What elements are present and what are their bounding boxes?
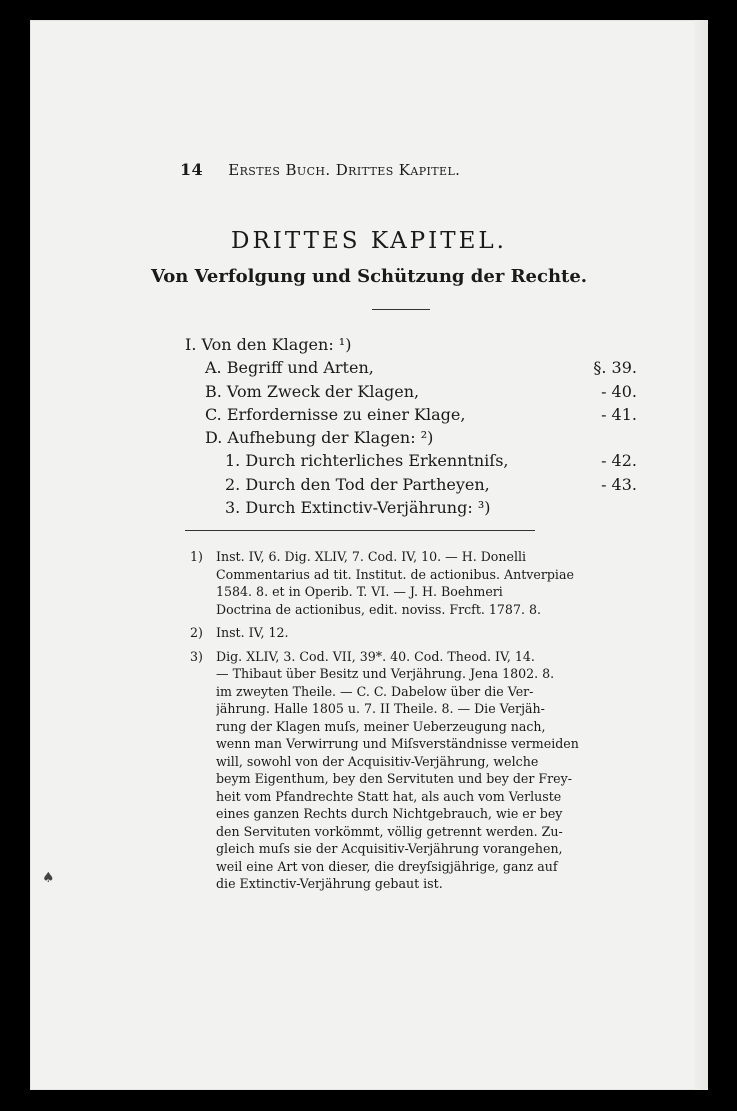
running-title: Erstes Buch. Drittes Kapitel. (228, 161, 461, 179)
toc-entry-label: 3. Durch Extinctiv-Verjährung: ³) (225, 498, 491, 518)
footnotes (190, 548, 638, 899)
footnote-line: gleich muſs sie der Acquisitiv-Verjährung vorangehen, (216, 841, 563, 856)
footnote-line: Inst. IV, 6. Dig. XLIV, 7. Cod. IV, 10. — H. Donelli (216, 549, 527, 564)
footnote (190, 548, 638, 618)
toc-entry (185, 449, 637, 472)
footnote-line: eines ganzen Rechts durch Nichtgebrauch, wie er bey (216, 806, 563, 821)
footnote-line: heit vom Pfandrechte Statt hat, als auch vom Verluste (216, 788, 562, 804)
footnote-line: Dig. XLIV, 3. Cod. VII, 39*. 40. Cod. Theod. IV, 14. (216, 648, 535, 664)
footnote-line: 1584. 8. et in Operib. T. VI. — J. H. Boehmeri (216, 584, 503, 599)
footnote-line: jährung. Halle 1805 u. 7. II Theile. 8. — Die Verjäh- (216, 701, 545, 716)
footnote-line: — Thibaut über Besitz und Verjährung. Jena 1802. 8. (216, 666, 555, 681)
footnote-divider (185, 530, 535, 531)
footnote-line: im zweyten Theile. — C. C. Dabelow über die Ver- (216, 683, 534, 699)
toc-entry-page: - 43. (601, 474, 637, 494)
footnote-number: 1) (190, 549, 203, 564)
toc-entry-page: §. 39. (593, 358, 637, 378)
footnote-text (216, 624, 638, 642)
toc-entry-page: - 40. (601, 381, 637, 401)
toc-entry-label: B. Vom Zweck der Klagen, (205, 381, 420, 401)
footnote (190, 624, 638, 642)
footnote (190, 648, 638, 893)
footnote-text (216, 648, 638, 893)
footnote-number: 2) (190, 625, 203, 640)
footnote-line: beym Eigenthum, bey den Servituten und bey der Frey- (216, 771, 572, 786)
toc-entry-label: 1. Durch richterliches Erkenntniſs, (225, 451, 509, 471)
footnote-line: die Extinctiv-Verjährung gebaut ist. (216, 876, 443, 891)
toc-entry-label: A. Begriff und Arten, (205, 358, 374, 378)
toc-entry (185, 496, 637, 519)
toc-entry-page (579, 426, 637, 449)
chapter-subtitle: Von Verfolgung und Schützung der Rechte. (150, 266, 588, 287)
toc-entry (185, 380, 637, 403)
footnote-line: will, sowohl von der Acquisitiv-Verjährung, welche (216, 753, 539, 769)
toc-entry-page (579, 496, 637, 519)
footnote-line: Inst. IV, 12. (216, 625, 289, 640)
toc-entry-page: - 42. (601, 451, 637, 471)
footnote-line: den Servituten vorkömmt, völlig getrennt werden. Zu- (216, 823, 563, 839)
book-page (30, 20, 708, 1090)
toc-entry-label: D. Aufhebung der Klagen: ²) (205, 428, 434, 448)
footnote-line: wenn man Verwirrung und Miſsverständnisse vermeiden (216, 736, 579, 751)
toc-entry-label: 2. Durch den Tod der Partheyen, (225, 474, 490, 494)
footnote-text (216, 548, 638, 618)
toc-entry-label: C. Erfordernisse zu einer Klage, (205, 404, 466, 424)
footnote-line: rung der Klagen muſs, meiner Ueberzeugung nach, (216, 718, 546, 734)
footnote-number: 3) (190, 648, 203, 664)
toc-entry (185, 403, 637, 426)
footnote-line: Commentarius ad tit. Institut. de actionibus. Antverpiae (216, 566, 574, 582)
page-edge (694, 20, 708, 1090)
footnote-line: weil eine Art von dieser, die dreyſsigjährige, ganz auf (216, 858, 558, 874)
toc-entry (185, 426, 637, 449)
toc-entry (185, 473, 637, 496)
running-header (180, 160, 560, 179)
footnote-line: Doctrina de actionibus, edit. noviss. Frcft. 1787. 8. (216, 601, 541, 617)
toc-entry (185, 356, 637, 379)
divider (372, 309, 430, 310)
table-of-contents (185, 333, 637, 519)
chapter-title: DRITTES KAPITEL. (231, 228, 507, 254)
page-number: 14 (180, 160, 204, 179)
toc-entry-page (579, 333, 637, 356)
toc-entry (185, 333, 637, 356)
toc-entry-label: I. Von den Klagen: ¹) (185, 335, 352, 354)
ink-smudge-icon: ♠ (42, 870, 55, 886)
toc-entry-page: - 41. (601, 404, 637, 424)
